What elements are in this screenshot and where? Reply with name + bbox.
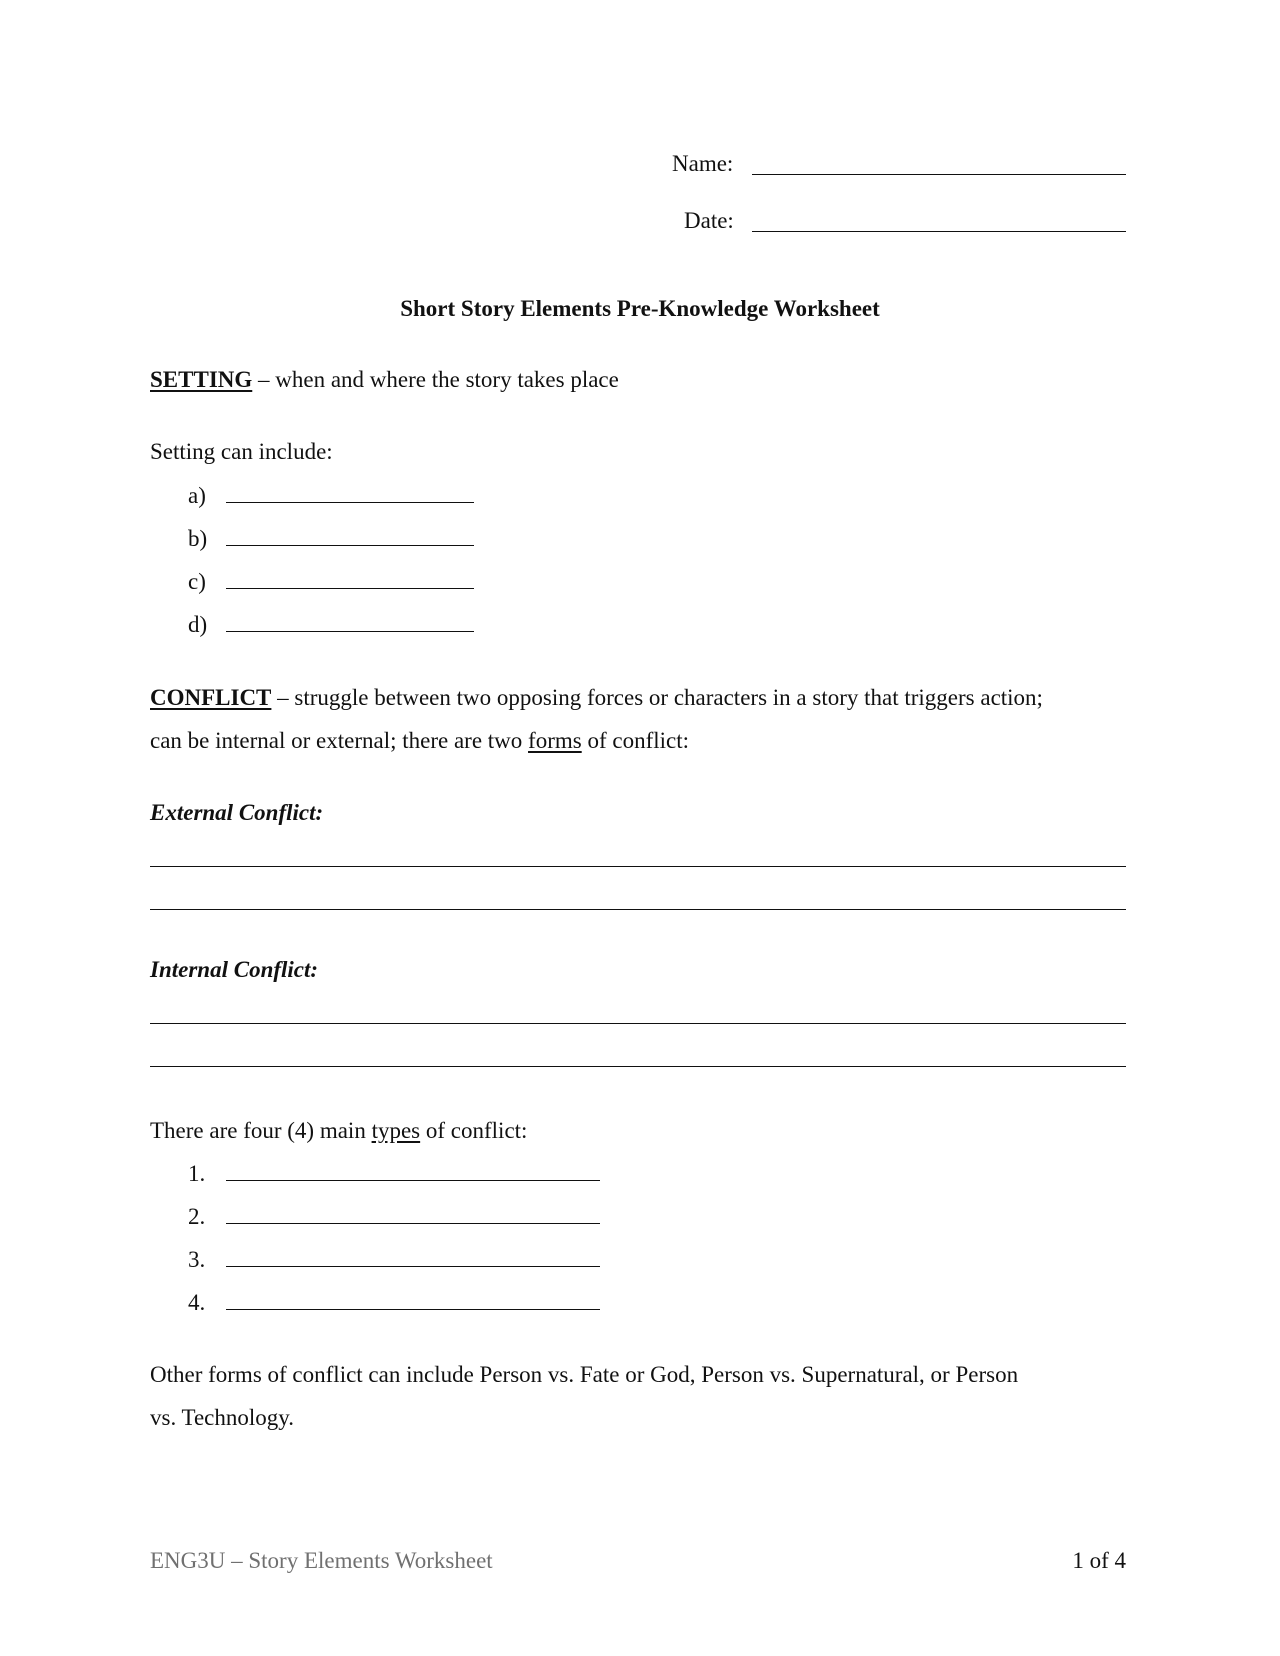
conflict-type-number: 4. [188,1290,206,1315]
setting-item [188,482,474,510]
setting-item [188,611,474,639]
conflict-term: CONFLICT [150,685,272,710]
external-conflict-answer-line[interactable] [150,909,1126,910]
conflict-type-number: 3. [188,1247,206,1272]
footer-course-label: ENG3U – Story Elements Worksheet [150,1548,493,1573]
date-input-line[interactable] [752,230,1126,232]
conflict-definition-line2 [150,727,689,755]
setting-definition [150,366,619,394]
conflict-type-item [188,1246,600,1274]
conflict-definition-line1 [150,684,1043,712]
other-conflicts-line1: Other forms of conflict can include Person vs. Fate or God, Person vs. Supernatural, or Person [150,1362,1019,1387]
other-conflicts-line2: vs. Technology. [150,1405,295,1430]
conflict-types-intro [150,1117,527,1145]
internal-conflict-answer-line[interactable] [150,1023,1126,1024]
setting-answer-line[interactable] [226,544,474,546]
conflict-types-text: of conflict: [420,1118,528,1143]
date-field-row [684,207,734,235]
setting-intro: Setting can include: [150,439,333,464]
forms-word: forms [528,728,582,753]
setting-item-label: c) [188,569,206,594]
conflict-types-text: There are four (4) main [150,1118,372,1143]
conflict-type-answer-line[interactable] [226,1222,600,1224]
conflict-type-item [188,1203,600,1231]
setting-item [188,568,474,596]
conflict-type-answer-line[interactable] [226,1179,600,1181]
conflict-type-item [188,1289,600,1317]
conflict-type-item [188,1160,600,1188]
conflict-definition-text: of conflict: [581,728,689,753]
name-label: Name: [672,151,734,176]
setting-definition-text: – when and where the story takes place [252,367,619,392]
setting-item-label: b) [188,526,208,551]
internal-conflict-answer-line[interactable] [150,1066,1126,1067]
internal-conflict-heading: Internal Conflict: [150,957,319,982]
name-input-line[interactable] [752,173,1126,175]
date-label: Date: [684,208,734,233]
external-conflict-heading: External Conflict: [150,800,324,825]
setting-item [188,525,474,553]
external-conflict-answer-line[interactable] [150,866,1126,867]
page-number: 1 of 4 [1072,1548,1126,1573]
setting-answer-line[interactable] [226,630,474,632]
conflict-type-number: 1. [188,1161,206,1186]
setting-item-label: a) [188,483,206,508]
setting-term: SETTING [150,367,253,392]
conflict-definition-text: – struggle between two opposing forces or characters in a story that triggers action; [271,685,1043,710]
setting-answer-line[interactable] [226,587,474,589]
name-field-row [672,150,733,178]
types-word: types [371,1118,421,1143]
conflict-type-answer-line[interactable] [226,1308,600,1310]
page-title: Short Story Elements Pre-Knowledge Worksheet [400,296,880,321]
setting-answer-line[interactable] [226,501,474,503]
setting-item-label: d) [188,612,208,637]
conflict-type-answer-line[interactable] [226,1265,600,1267]
conflict-type-number: 2. [188,1204,206,1229]
conflict-definition-text: can be internal or external; there are two [150,728,529,753]
